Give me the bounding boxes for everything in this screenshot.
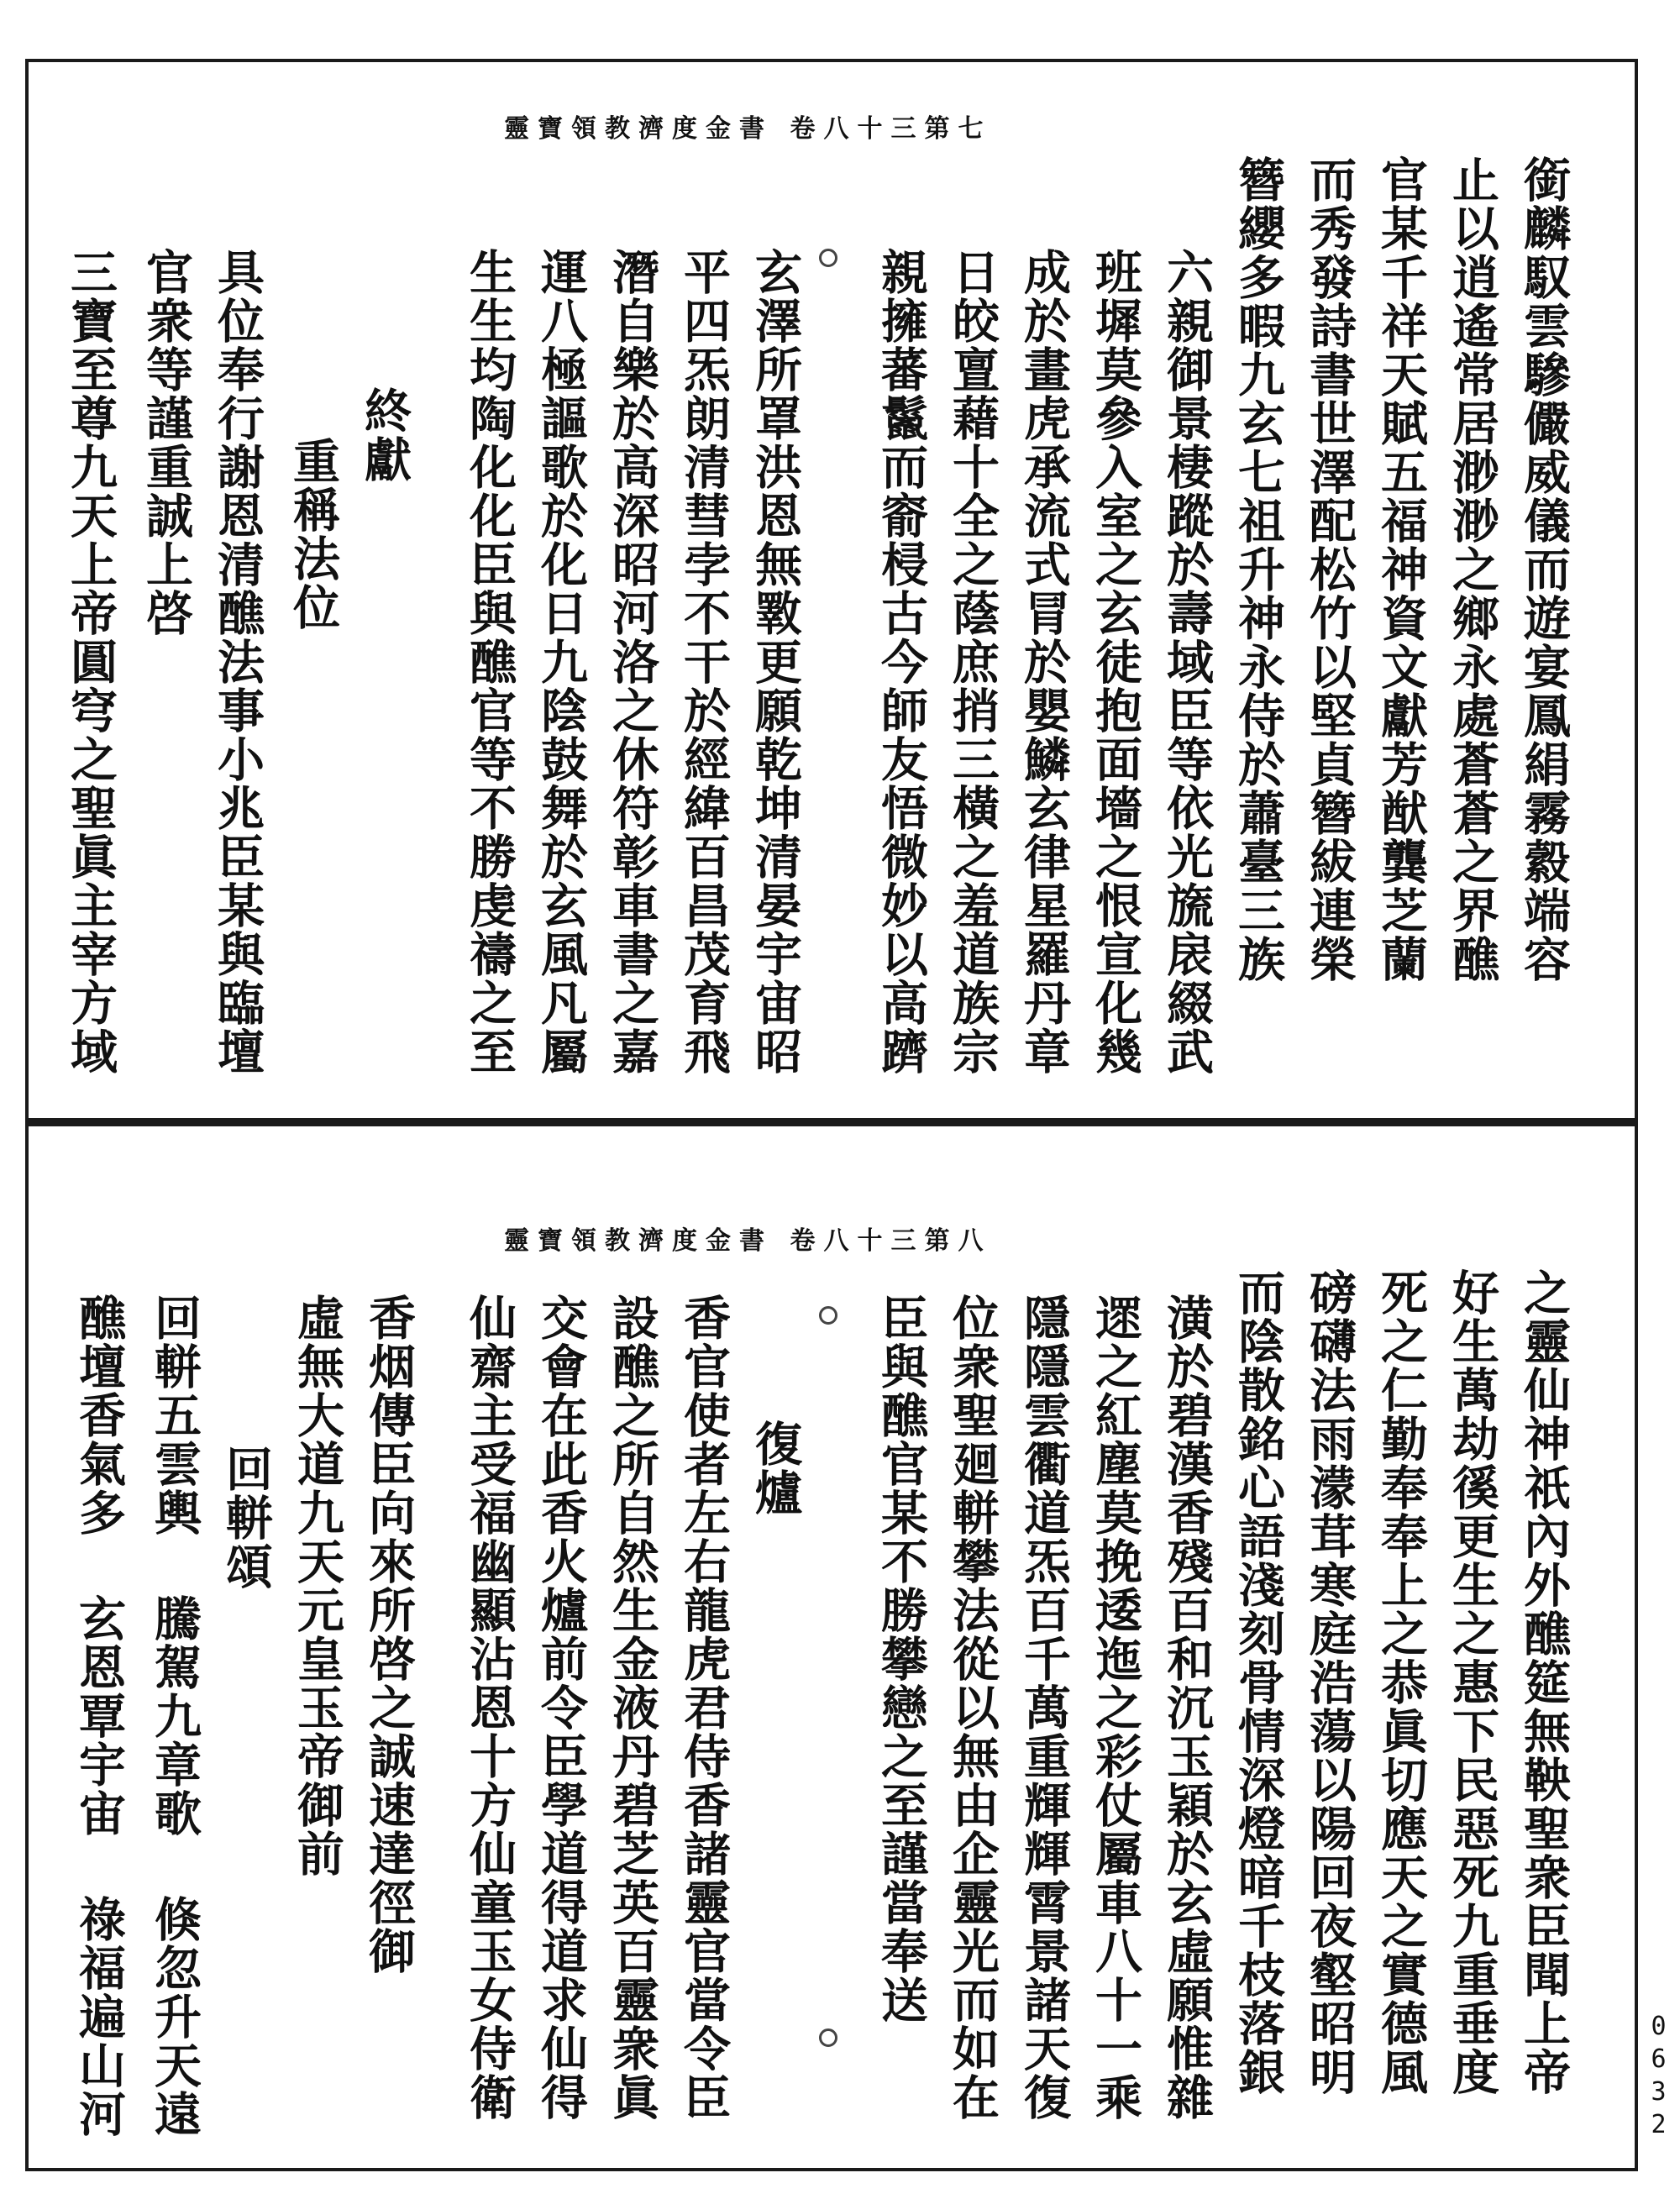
lower-verse-column-2: 醮壇香氣多 玄恩覃宇宙 祿福遍山河 — [71, 1294, 127, 2139]
upper-column-2: 止以逍遙常居渺渺之鄉永處蒼蒼之界醮 — [1445, 155, 1500, 984]
lower-column-6: 潢於碧漢香殘百和沉玉穎於玄虛願惟雜 — [1159, 1294, 1215, 2122]
lower-page-header: 靈寶領教濟度金書 卷八十三第八 — [504, 1226, 992, 1256]
upper-column-15: 生生均陶化化臣與醮官等不勝虔禱之至 — [462, 248, 517, 1076]
lower-column-17: 虛無大道九天元皇玉帝御前 — [290, 1294, 345, 1878]
upper-column-14: 運八極謳歌於化日九陰鼓舞於玄風凡屬 — [533, 248, 589, 1076]
binding-hole-marker-bottom — [819, 2028, 837, 2047]
lower-column-9: 位衆聖廻軿攀法從以無由企靈光而如在 — [945, 1294, 1000, 2122]
lower-column-2: 好生萬劫徯更生之惠下民惡死九重垂度 — [1445, 1268, 1500, 2097]
upper-column-4: 而秀發詩書世澤配松竹以堅貞簪紱連榮 — [1302, 155, 1357, 984]
binding-hole-marker — [819, 249, 837, 267]
lower-column-1: 之靈仙神祇內外醮筵無鞅聖衆臣聞上帝 — [1516, 1268, 1572, 2097]
lower-subtitle-return-carriage-hymn: 回軿頌 — [218, 1445, 274, 1591]
page-number: 0632 — [1644, 2012, 1673, 2143]
upper-column-13: 潛自樂於高深昭河洛之休符彰車書之嘉 — [605, 248, 660, 1076]
lower-column-14: 交會在此香火爐前令臣學道得道求仙得 — [533, 1294, 589, 2122]
upper-column-10: 親擁蕃鬣而窬梫古今師友悟微妙以高躋 — [874, 248, 929, 1076]
lower-section-title-return-censer: 復爐 — [748, 1420, 803, 1517]
upper-column-1: 銜麟馭雲驂儼威儀而遊宴鳳絹霧縠端容 — [1516, 155, 1572, 984]
upper-column-11: 玄澤所罩洪恩無斁更願乾坤清晏宇宙昭 — [748, 248, 803, 1076]
upper-column-6: 六親御景棲蹤於壽域臣等依光旒扆綴武 — [1159, 248, 1215, 1076]
upper-column-8: 成於畫虎承流式冐於嬰鱗玄律星羅丹章 — [1016, 248, 1072, 1076]
upper-column-9: 日皎亶藉十全之蔭庶捎三橫之羞道族宗 — [945, 248, 1000, 1076]
lower-column-3: 死之仁勤奉奉上之恭眞切應天之實德風 — [1373, 1268, 1429, 2097]
lower-column-13: 設醮之所自然生金液丹碧芝英百靈衆眞 — [605, 1294, 660, 2122]
lower-column-16: 香烟傳臣向來所啓之誠速達徑御 — [361, 1294, 417, 1976]
upper-column-20: 三寶至尊九天上帝圓穹之聖眞主宰方域 — [63, 248, 118, 1076]
lower-column-10: 臣與醮官某不勝攀戀之至謹當奉送 — [874, 1294, 929, 2024]
upper-page-header: 靈寶領教濟度金書 卷八十三第七 — [504, 114, 992, 144]
upper-column-19: 官衆等謹重誠上啓 — [139, 248, 194, 638]
upper-column-18: 具位奉行謝恩清醮法事小兆臣某與臨壇 — [210, 248, 265, 1076]
upper-column-7: 班墀莫參入室之玄徒抱面墻之恨宣化幾 — [1088, 248, 1143, 1076]
upper-column-12: 平四炁朗清彗孛不干於經緯百昌茂育飛 — [676, 248, 732, 1076]
binding-hole-marker-top — [819, 1306, 837, 1325]
lower-verse-column-1: 回軿五雲輿 騰駕九章歌 倏忽升天遠 — [147, 1294, 202, 2139]
lower-column-7: 遝之紅塵莫挽逶迤之彩仗屬車八十一乘 — [1088, 1294, 1143, 2122]
upper-subtitle-restate-rank: 重稱法位 — [286, 437, 341, 632]
upper-column-3: 官某千祥天賦五福神資文獻芳猷龔芝蘭 — [1373, 155, 1429, 984]
lower-column-15: 仙齋主受福幽顯沾恩十方仙童玉女侍衛 — [462, 1294, 517, 2122]
lower-column-4: 磅礴法雨濛茸寒庭浩蕩以陽回夜壑昭明 — [1302, 1268, 1357, 2097]
upper-column-5: 簪纓多暇九玄七祖升神永侍於蕭臺三族 — [1231, 155, 1286, 984]
lower-column-12: 香官使者左右龍虎君侍香諸靈官當令臣 — [676, 1294, 732, 2122]
lower-column-8: 隱隱雲衢道炁百千萬重輝輝霄景諸天復 — [1016, 1294, 1072, 2122]
upper-section-title-final-offering: 終獻 — [357, 386, 412, 484]
lower-column-5: 而陰散銘心語淺刻骨情深燈暗千枝落銀 — [1231, 1268, 1286, 2097]
